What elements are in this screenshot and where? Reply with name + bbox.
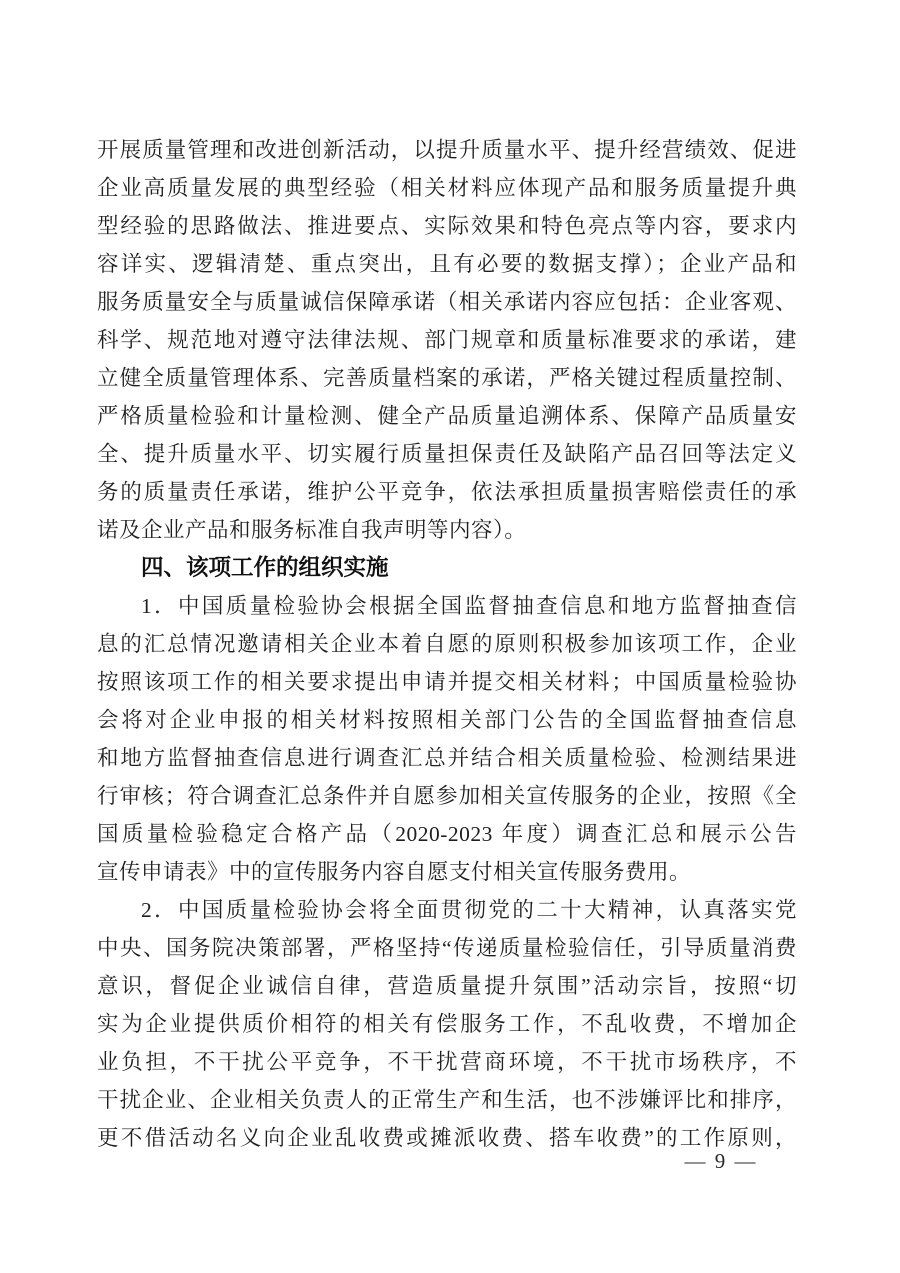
text-line: 和地方监督抽查信息进行调查汇总并结合相关质量检验、检测结果进 — [97, 746, 797, 770]
text-line: 2．中国质量检验协会将全面贯彻党的二十大精神，认真落实党 — [141, 898, 797, 922]
text-line: 实为企业提供质价相符的相关有偿服务工作，不乱收费，不增加企 — [97, 1012, 797, 1036]
text-line: 务的质量责任承诺，维护公平竞争，依法承担质量损害赔偿责任的承 — [97, 480, 797, 504]
text-line: 中央、国务院决策部署，严格坚持“传递质量检验信任，引导质量消费 — [97, 936, 797, 960]
text-line: 开展质量管理和改进创新活动，以提升质量水平、提升经营绩效、促进 — [97, 138, 797, 162]
document-body — [97, 131, 797, 1157]
text-line: 企业高质量发展的典型经验（相关材料应体现产品和服务质量提升典 — [97, 176, 797, 200]
section-heading: 四、该项工作的组织实施 — [141, 555, 389, 580]
paragraph-2 — [97, 891, 797, 1157]
text-line: 国质量检验稳定合格产品（2020-2023 年度）调查汇总和展示公告 — [97, 822, 797, 846]
text-line: 容详实、逻辑清楚、重点突出，且有必要的数据支撑）；企业产品和 — [97, 252, 797, 276]
text-line: 更不借活动名义向企业乱收费或摊派收费、搭车收费”的工作原则， — [97, 1126, 797, 1150]
text-line: 立健全质量管理体系、完善质量档案的承诺，严格关键过程质量控制、 — [97, 366, 797, 390]
text-line: 行审核；符合调查汇总条件并自愿参加相关宣传服务的企业，按照《全 — [97, 784, 797, 808]
text-line: 科学、规范地对遵守法律法规、部门规章和质量标准要求的承诺，建 — [97, 328, 797, 352]
text-line: 宣传申请表》中的宣传服务内容自愿支付相关宣传服务费用。 — [97, 860, 692, 884]
text-line: 干扰企业、企业相关负责人的正常生产和生活，也不涉嫌评比和排序， — [97, 1088, 797, 1112]
text-line: 1．中国质量检验协会根据全国监督抽查信息和地方监督抽查信 — [141, 594, 797, 618]
paragraph-1 — [97, 587, 797, 891]
text-line: 意识，督促企业诚信自律，营造质量提升氛围”活动宗旨，按照“切 — [97, 974, 797, 998]
text-line: 型经验的思路做法、推进要点、实际效果和特色亮点等内容，要求内 — [97, 214, 797, 238]
text-line: 按照该项工作的相关要求提出申请并提交相关材料；中国质量检验协 — [97, 670, 797, 694]
page-number: — 9 — — [684, 1149, 758, 1173]
text-line: 息的汇总情况邀请相关企业本着自愿的原则积极参加该项工作，企业 — [97, 632, 797, 656]
text-line: 会将对企业申报的相关材料按照相关部门公告的全国监督抽查信息 — [97, 708, 797, 732]
text-line: 全、提升质量水平、切实履行质量担保责任及缺陷产品召回等法定义 — [97, 442, 797, 466]
text-line: 服务质量安全与质量诚信保障承诺（相关承诺内容应包括：企业客观、 — [97, 290, 797, 314]
paragraph-continuation — [97, 131, 797, 549]
text-line: 诺及企业产品和服务标准自我声明等内容）。 — [97, 518, 527, 542]
text-line: 业负担，不干扰公平竞争，不干扰营商环境，不干扰市场秩序，不 — [97, 1050, 797, 1074]
text-line: 严格质量检验和计量检测、健全产品质量追溯体系、保障产品质量安 — [97, 404, 797, 428]
